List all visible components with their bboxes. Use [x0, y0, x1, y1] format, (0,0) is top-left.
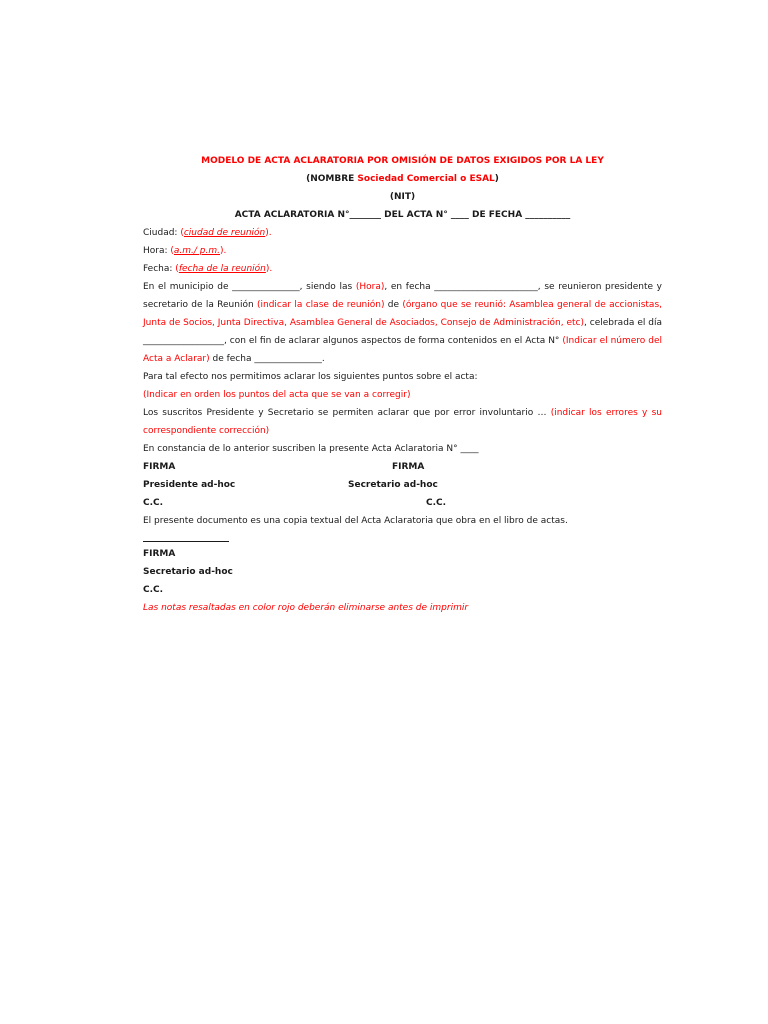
- paragraph-red-numero: (Indicar el número del Acta a Aclarar): [143, 336, 662, 364]
- presidente-label: Presidente ad-hoc: [143, 480, 236, 490]
- fecha-close: ): [265, 264, 270, 274]
- paragraph-text-4: , celebrada el día __________________, con el fin de aclarar algunos aspectos de forma contenidos en el Acta N°: [143, 318, 662, 346]
- signature-role-row: [143, 476, 662, 494]
- ciudad-close: ): [265, 228, 269, 238]
- final-cc: C.C.: [143, 585, 164, 595]
- hora-open: (: [170, 246, 174, 256]
- suscritos-paragraph: [143, 404, 662, 440]
- paragraph-text-5: de fecha _______________.: [209, 354, 325, 364]
- fecha-line: [143, 260, 662, 278]
- hora-value: a.m./ p.m.: [173, 246, 221, 256]
- paragraph-red-organo: (órgano que se reunió: Asamblea general de accionistas, Junta de Socios, Junta Directiva, Asamblea General de Asociados, Consejo de Administración, etc): [143, 300, 662, 328]
- company-placeholder: Sociedad Comercial o ESAL: [357, 174, 495, 184]
- cc-presidente: C.C.: [143, 498, 164, 508]
- ciudad-value: ciudad de reunión: [183, 228, 266, 238]
- ciudad-end: .: [268, 228, 272, 238]
- indicar-puntos-line: (Indicar en orden los puntos del acta que se van a corregir): [143, 390, 411, 400]
- secretario-label: Secretario ad-hoc: [348, 480, 438, 490]
- signature-firma-row: [143, 458, 662, 476]
- final-firma: FIRMA: [143, 549, 176, 559]
- paragraph-municipio: [143, 278, 662, 368]
- hora-end: .: [223, 246, 227, 256]
- fecha-end: .: [269, 264, 273, 274]
- company-close: ): [494, 174, 499, 184]
- red-notes-disclaimer: Las notas resaltadas en color rojo deberán eliminarse antes de imprimir: [143, 603, 469, 613]
- cc-secretario: C.C.: [426, 498, 447, 508]
- nit-line: (NIT): [389, 192, 416, 202]
- company-name-line: [143, 170, 662, 188]
- final-secretario: Secretario ad-hoc: [143, 567, 233, 577]
- paragraph-red-hora: (Hora): [355, 282, 385, 292]
- ciudad-open: (: [180, 228, 184, 238]
- suscritos-text: Los suscritos Presidente y Secretario se permiten aclarar que por error involuntario …: [143, 408, 551, 418]
- firma-presidente: FIRMA: [143, 462, 176, 472]
- hora-line: [143, 242, 662, 260]
- fecha-label: Fecha:: [143, 264, 176, 274]
- fecha-open: (: [175, 264, 179, 274]
- signature-cc-row: [143, 494, 662, 512]
- ciudad-label: Ciudad:: [143, 228, 181, 238]
- fecha-value: fecha de la reunión: [178, 264, 266, 274]
- firma-secretario: FIRMA: [392, 462, 425, 472]
- paragraph-text-2: , en fecha _______________________, se reunieron presidente y secretario de la Reunión: [143, 282, 663, 310]
- para-efecto-line: Para tal efecto nos permitimos aclarar los siguientes puntos sobre el acta:: [143, 372, 478, 382]
- ciudad-line: [143, 224, 662, 242]
- paragraph-text-3: de: [384, 300, 403, 310]
- signature-rule: [143, 530, 229, 542]
- acta-heading: ACTA ACLARATORIA N°_______ DEL ACTA N° ____ DE FECHA __________: [234, 210, 571, 220]
- hora-label: Hora:: [143, 246, 171, 256]
- suscritos-red: (indicar los errores y su correspondiente corrección): [143, 408, 662, 436]
- hora-close: ): [220, 246, 224, 256]
- copia-textual-line: El presente documento es una copia textual del Acta Aclaratoria que obra en el libro de actas.: [143, 516, 568, 526]
- document-title: MODELO DE ACTA ACLARATORIA POR OMISIÓN DE DATOS EXIGIDOS POR LA LEY: [201, 156, 604, 166]
- company-open: (NOMBRE: [306, 174, 358, 184]
- paragraph-red-clase: (indicar la clase de reunión): [257, 300, 385, 310]
- paragraph-text-1: En el municipio de _______________, siendo las: [143, 282, 356, 292]
- constancia-line: En constancia de lo anterior suscriben la presente Acta Aclaratoria N° ____: [143, 444, 479, 454]
